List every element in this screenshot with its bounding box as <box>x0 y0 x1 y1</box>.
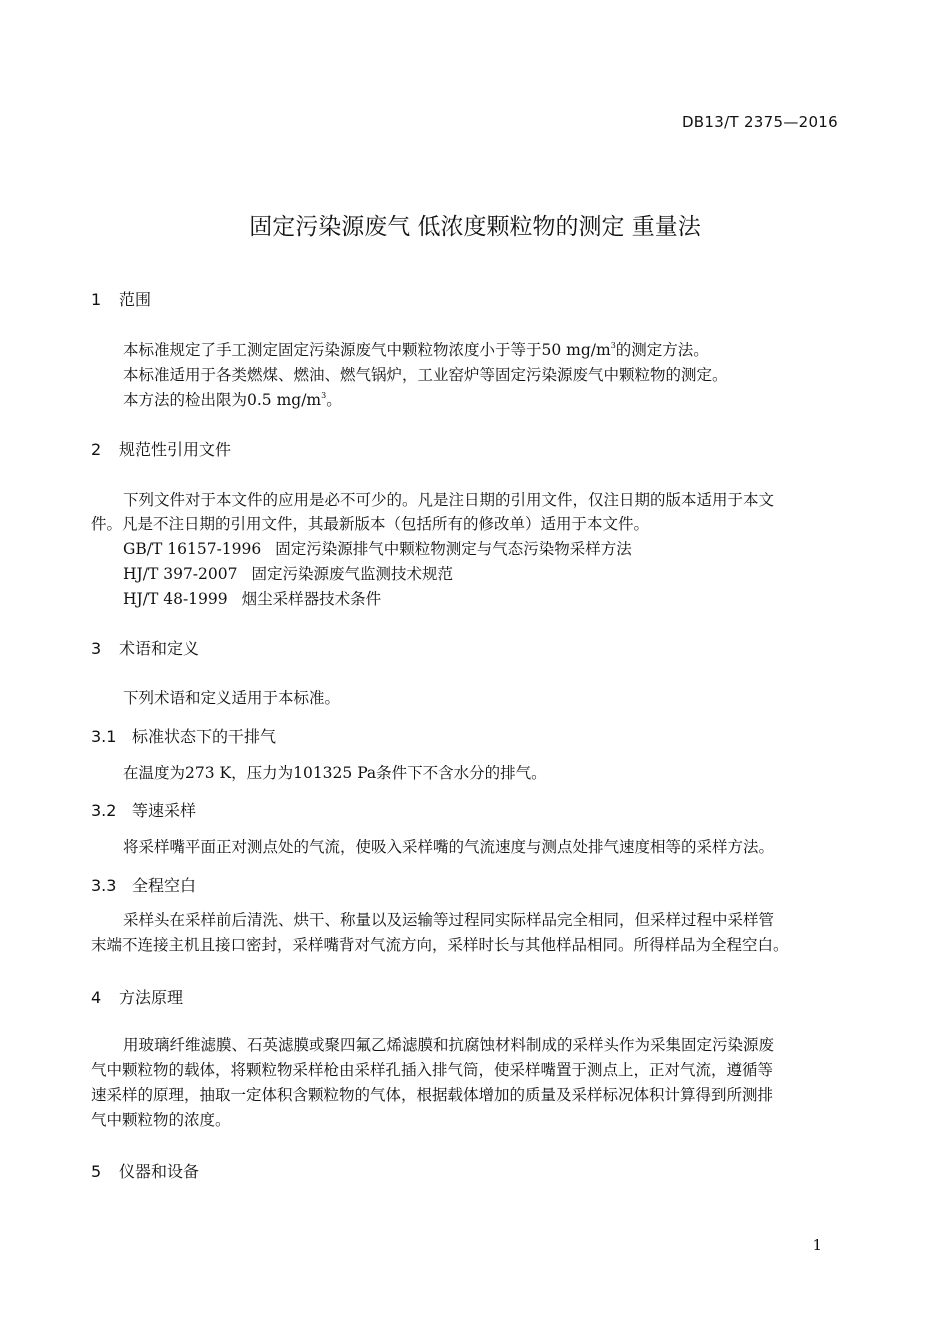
section-3-1-heading <box>91 724 276 747</box>
principle-line-4: 气中颗粒物的浓度。 <box>91 1111 231 1129</box>
section-title: 规范性引用文件 <box>119 440 232 459</box>
definition-text-line-2: 末端不连接主机且接口密封，采样嘴背对气流方向，采样时长与其他样品相同。所得样品为全程空白。 <box>91 936 789 954</box>
definition-text-line-1: 采样头在采样前后清洗、烘干、称量以及运输等过程同实际样品完全相同，但采样过程中采样管 <box>123 911 775 929</box>
reference-item: GB/T 16157-1996 固定污染源排气中颗粒物测定与气态污染物采样方法 <box>123 540 632 558</box>
section-title: 术语和定义 <box>119 639 200 658</box>
reference-item: HJ/T 397-2007 固定污染源废气监测技术规范 <box>123 565 454 583</box>
references-intro-line-2: 件。凡是不注日期的引用文件，其最新版本（包括所有的修改单）适用于本文件。 <box>91 515 650 533</box>
section-title: 方法原理 <box>119 988 184 1007</box>
section-title: 等速采样 <box>132 801 197 820</box>
section-number: 3.2 <box>91 801 117 820</box>
principle-line-1: 用玻璃纤维滤膜、石英滤膜或聚四氟乙烯滤膜和抗腐蚀材料制成的采样头作为采集固定污染源废 <box>123 1036 775 1054</box>
section-title: 范围 <box>119 290 152 309</box>
reference-item: HJ/T 48-1999 烟尘采样器技术条件 <box>123 590 382 608</box>
document-title: 固定污染源废气 低浓度颗粒物的测定 重量法 <box>249 214 701 240</box>
section-number: 3 <box>91 639 102 658</box>
section-2-heading <box>91 437 231 460</box>
principle-line-2: 气中颗粒物的载体，将颗粒物采样枪由采样孔插入排气筒，使采样嘴置于测点上，正对气流，遵循等 <box>91 1061 774 1079</box>
terms-intro: 下列术语和定义适用于本标准。 <box>123 689 341 707</box>
page-number: 1 <box>812 1236 822 1254</box>
section-title: 标准状态下的干排气 <box>132 727 277 746</box>
section-number: 3.3 <box>91 876 117 895</box>
scope-paragraph-1: 本标准规定了手工测定固定污染源废气中颗粒物浓度小于等于50 $mg/m^3$的测定方法。 <box>123 341 709 359</box>
section-number: 1 <box>91 290 102 309</box>
section-3-heading <box>91 636 199 659</box>
section-1-heading <box>91 287 151 310</box>
section-5-heading <box>91 1159 199 1182</box>
section-number: 3.1 <box>91 727 117 746</box>
section-title: 仪器和设备 <box>119 1162 200 1181</box>
definition-text: 将采样嘴平面正对测点处的气流，使吸入采样嘴的气流速度与测点处排气速度相等的采样方法。 <box>123 838 775 856</box>
scope-paragraph-3: 本方法的检出限为0.5 $mg/m^3$。 <box>123 391 342 409</box>
section-title: 全程空白 <box>132 876 197 895</box>
section-3-3-heading <box>91 873 196 896</box>
definition-text: 在温度为273 K，压力为101325 Pa条件下不含水分的排气。 <box>123 764 547 782</box>
section-3-2-heading <box>91 798 196 821</box>
standard-code: DB13/T 2375—2016 <box>681 113 838 131</box>
principle-line-3: 速采样的原理，抽取一定体积含颗粒物的气体，根据载体增加的质量及采样标况体积计算得到所测排 <box>91 1086 774 1104</box>
section-number: 5 <box>91 1162 102 1181</box>
references-intro-line-1: 下列文件对于本文件的应用是必不可少的。凡是注日期的引用文件，仅注日期的版本适用于本文 <box>123 491 775 509</box>
section-number: 2 <box>91 440 102 459</box>
scope-paragraph-2: 本标准适用于各类燃煤、燃油、燃气锅炉，工业窑炉等固定污染源废气中颗粒物的测定。 <box>123 366 728 384</box>
section-number: 4 <box>91 988 102 1007</box>
section-4-heading <box>91 985 183 1008</box>
